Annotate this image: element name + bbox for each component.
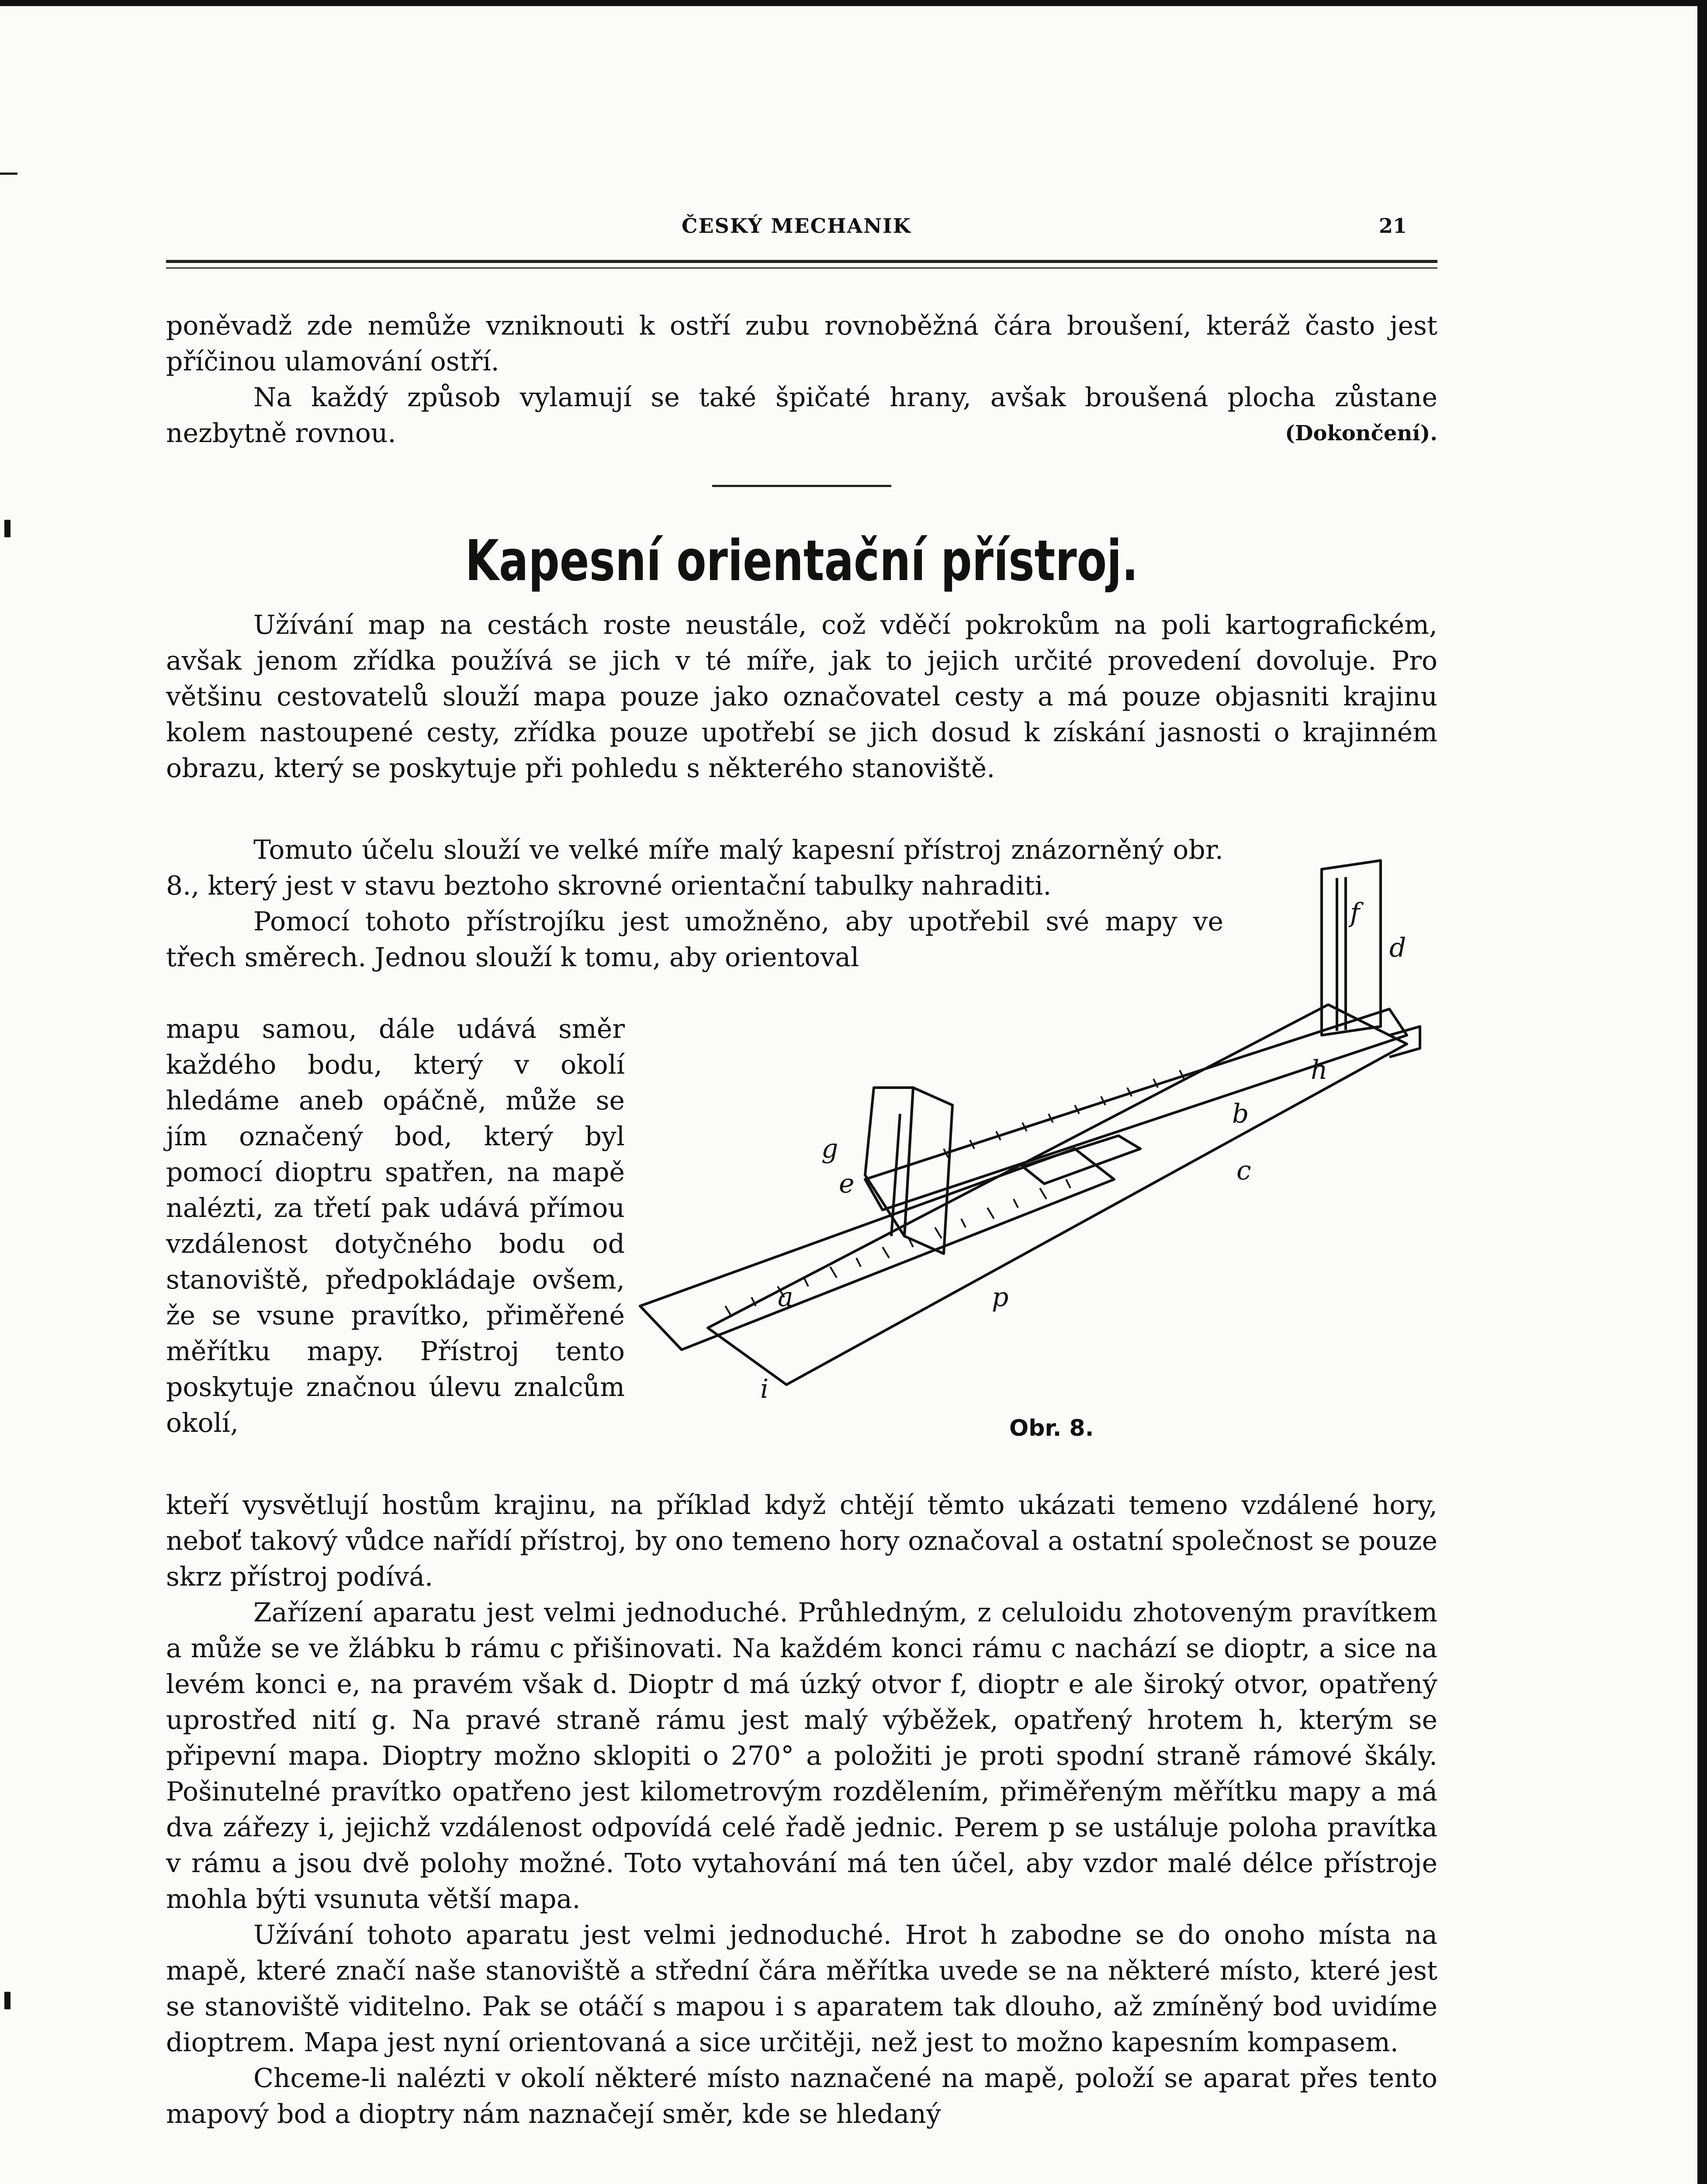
figure-label: b: [1232, 1099, 1249, 1129]
margin-mark: [0, 173, 17, 175]
paragraph: Pomocí tohoto přístrojíku jest umožněno, aby upotřebil své mapy ve třech směrech. Jednou slouží k tomu, aby orientoval: [166, 906, 1223, 973]
article-paragraph-1: [166, 607, 1437, 786]
frame-c: [708, 1005, 1407, 1385]
paragraph: mapu samou, dále udává směr každého bodu, který v okolí hledáme aneb opáčně, může se jím označený bod, který byl pomocí dioptru spatřen, na mapě nalézti, za třetí pak udává přímou vzdálenost dotyčného bodu od stanoviště, předpokládaje ovšem, že se vsune pravítko, přiměřené měřítku mapy. Přístroj tento poskytuje značnou úlevu znalcům okolí,: [166, 1014, 625, 1438]
ruler-a: [640, 1149, 1114, 1350]
figure-label: h: [1311, 1055, 1328, 1085]
separator-rule: [712, 485, 891, 487]
paragraph: [166, 380, 1437, 451]
figure-label: p: [992, 1282, 1009, 1313]
diopter-e-side: [904, 1088, 952, 1254]
running-header: [166, 214, 1442, 240]
figure-orientation-device: [638, 843, 1451, 1415]
paragraph: Tomuto účelu slouží ve velké míře malý kapesní přístroj znázorněný obr. 8., který jest v stavu beztoho skrovné orientační tabulky nahraditi.: [166, 835, 1223, 901]
paragraph: Užívání map na cestách roste neustále, což vděčí pokrokům na poli kartografickém, avšak jenom zřídka používá se jich v té míře, jak to jejich určité provedení dovoluje. Pro většinu cestovatelů slouží mapa pouze jako označovatel cesty a má pouze objasniti krajinu kolem nastoupené cesty, zřídka pouze upotřebí se jich dosud k získání jasnosti o krajinném obrazu, který se poskytuje při pohledu s některého stanoviště.: [166, 610, 1437, 784]
paragraph: Zařízení aparatu jest velmi jednoduché. Průhledným, z celuloidu zhotoveným pravítkem a může se ve žlábku b rámu c přišinovati. Na každém konci rámu c nachází se dioptr, a sice na levém konci e, na pravém však d. Dioptr d má úzký otvor f, dioptr e ale široký otvor, opatřený uprostřed nití g. Na pravé straně rámu jest malý výběžek, opatřený hrotem h, kterým se připevní mapa. Dioptry možno sklopiti o 270° a položiti je proti spodní straně rámové škály. Pošinutelné pravítko opatřeno jest kilometrovým rozdělením, přiměřeným měřítku mapy a má dva zářezy i, jejichž vzdálenost odpovídá celé řadě jednic. Perem p se ustáluje poloha pravítka v rámu a jsou dvě polohy možné. Toto vytahování má ten účel, aby vzdor malé délce přístroje mohla býti vsunuta větší mapa.: [166, 1597, 1437, 1914]
paragraph: poněvadž zde nemůže vzniknouti k ostří zubu rovnoběžná čára broušení, kteráž často jest příčinou ulamování ostří.: [166, 311, 1437, 377]
figure-label: e: [839, 1168, 855, 1199]
scan-border-top: [0, 0, 1707, 6]
paragraph-text: Na každý způsob vylamují se také špičaté hrany, avšak broušená plocha zůstane nezbytně rovnou.: [166, 382, 1437, 449]
scan-border-right: [1697, 0, 1707, 2184]
figure-label: d: [1389, 933, 1406, 963]
previous-article-end: [166, 308, 1437, 451]
page-number: 21: [1378, 214, 1407, 238]
figure-label: i: [760, 1374, 769, 1404]
header-rule: [166, 267, 1437, 269]
figure-label: f: [1350, 898, 1360, 928]
figure-label: g: [821, 1133, 838, 1164]
groove-b: [865, 1009, 1407, 1210]
header-rule: [166, 260, 1437, 263]
figure-label: c: [1236, 1155, 1251, 1186]
journal-title: ČESKÝ MECHANIK: [682, 214, 911, 238]
paragraph: Chceme-li nalézti v okolí některé místo naznačené na mapě, položí se aparat přes tento mapový bod a dioptry nám naznačejí směr, kde se hledaný: [166, 2063, 1437, 2129]
continuation-note: (Dokončení).: [1285, 421, 1437, 446]
margin-mark: [4, 520, 10, 537]
margin-mark: [4, 1992, 10, 2009]
article-title: Kapesní orientační přístroj.: [465, 529, 1139, 594]
article-body: [166, 1487, 1437, 2132]
figure-label: a: [778, 1282, 793, 1313]
paragraph: kteří vysvětlují hostům krajinu, na příklad když chtějí těmto ukázati temeno vzdálené hory, neboť takový vůdce nařídí přístroj, by ono temeno hory označoval a ostatní společnost se pouze skrz přístroj podívá.: [166, 1490, 1437, 1592]
diopter-thread-g: [891, 1114, 900, 1236]
article-paragraph-3-wrap: [166, 1011, 625, 1441]
paragraph: Užívání tohoto aparatu jest velmi jednoduché. Hrot h zabodne se do onoho místa na mapě, které značí naše stanoviště a střední čára měřítka uvede se na některé místo, které jest se stanoviště viditelno. Pak se otáčí s mapou i s aparatem tak dlouho, až zmíněný bod uvidíme dioptrem. Mapa jest nyní orientovaná a sice určitěji, než jest to možno kapesním kompasem.: [166, 1920, 1437, 2058]
figure-caption: Obr. 8.: [1009, 1415, 1094, 1441]
diopter-d: [1322, 860, 1381, 1035]
